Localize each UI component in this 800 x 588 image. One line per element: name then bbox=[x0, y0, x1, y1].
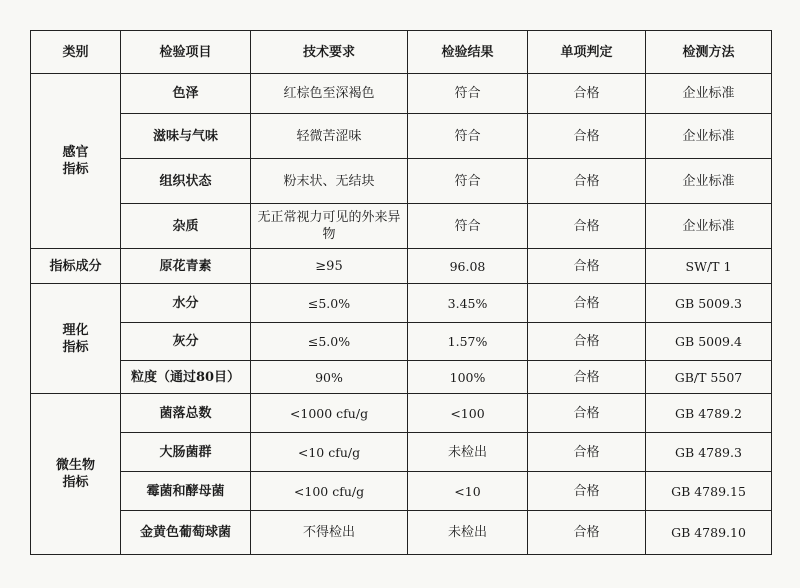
requirement-cell: 轻微苦涩味 bbox=[251, 114, 408, 159]
item-cell: 杂质 bbox=[121, 204, 251, 249]
result-cell: 符合 bbox=[408, 74, 528, 114]
table-row bbox=[31, 284, 772, 323]
judgement-cell: 合格 bbox=[528, 249, 646, 284]
result-cell: 1.57% bbox=[408, 323, 528, 361]
table-row bbox=[31, 394, 772, 433]
result-cell: 3.45% bbox=[408, 284, 528, 323]
item-cell: 金黄色葡萄球菌 bbox=[121, 511, 251, 555]
judgement-cell: 合格 bbox=[528, 284, 646, 323]
header-row bbox=[31, 31, 772, 74]
requirement-cell: 90% bbox=[251, 361, 408, 394]
method-cell: GB 4789.3 bbox=[646, 433, 772, 472]
method-cell: GB 4789.15 bbox=[646, 472, 772, 511]
method-cell: SW/T 1 bbox=[646, 249, 772, 284]
method-cell: 企业标准 bbox=[646, 74, 772, 114]
item-cell: 水分 bbox=[121, 284, 251, 323]
group-physchem: 理化 指标 bbox=[31, 284, 121, 394]
method-cell: 企业标准 bbox=[646, 204, 772, 249]
header-judgement: 单项判定 bbox=[528, 31, 646, 74]
result-cell: 96.08 bbox=[408, 249, 528, 284]
requirement-cell: 红棕色至深褐色 bbox=[251, 74, 408, 114]
table-row bbox=[31, 472, 772, 511]
requirement-cell: 无正常视力可见的外来异物 bbox=[251, 204, 408, 249]
result-cell: 未检出 bbox=[408, 511, 528, 555]
requirement-cell: <10 cfu/g bbox=[251, 433, 408, 472]
table-row bbox=[31, 249, 772, 284]
header-item: 检验项目 bbox=[121, 31, 251, 74]
result-cell: 符合 bbox=[408, 159, 528, 204]
judgement-cell: 合格 bbox=[528, 394, 646, 433]
group-index-component: 指标成分 bbox=[31, 249, 121, 284]
item-cell: 色泽 bbox=[121, 74, 251, 114]
judgement-cell: 合格 bbox=[528, 433, 646, 472]
item-cell: 粒度（通过80目） bbox=[121, 361, 251, 394]
group-micro: 微生物 指标 bbox=[31, 394, 121, 555]
method-cell: GB 5009.4 bbox=[646, 323, 772, 361]
item-cell: 霉菌和酵母菌 bbox=[121, 472, 251, 511]
judgement-cell: 合格 bbox=[528, 204, 646, 249]
method-cell: 企业标准 bbox=[646, 114, 772, 159]
header-requirement: 技术要求 bbox=[251, 31, 408, 74]
result-cell: <100 bbox=[408, 394, 528, 433]
table-row bbox=[31, 114, 772, 159]
item-cell: 菌落总数 bbox=[121, 394, 251, 433]
result-cell: 符合 bbox=[408, 204, 528, 249]
requirement-cell: ≥95 bbox=[251, 249, 408, 284]
method-cell: GB 5009.3 bbox=[646, 284, 772, 323]
table-row bbox=[31, 74, 772, 114]
judgement-cell: 合格 bbox=[528, 114, 646, 159]
result-cell: 100% bbox=[408, 361, 528, 394]
result-cell: 未检出 bbox=[408, 433, 528, 472]
requirement-cell: <1000 cfu/g bbox=[251, 394, 408, 433]
result-cell: <10 bbox=[408, 472, 528, 511]
requirement-cell: 不得检出 bbox=[251, 511, 408, 555]
table-row bbox=[31, 361, 772, 394]
judgement-cell: 合格 bbox=[528, 361, 646, 394]
method-cell: GB 4789.10 bbox=[646, 511, 772, 555]
item-cell: 组织状态 bbox=[121, 159, 251, 204]
group-sensory: 感官 指标 bbox=[31, 74, 121, 249]
inspection-table bbox=[30, 30, 772, 555]
header-result: 检验结果 bbox=[408, 31, 528, 74]
judgement-cell: 合格 bbox=[528, 323, 646, 361]
table-row bbox=[31, 511, 772, 555]
judgement-cell: 合格 bbox=[528, 511, 646, 555]
judgement-cell: 合格 bbox=[528, 159, 646, 204]
method-cell: GB/T 5507 bbox=[646, 361, 772, 394]
requirement-cell: <100 cfu/g bbox=[251, 472, 408, 511]
item-cell: 灰分 bbox=[121, 323, 251, 361]
requirement-cell: ≤5.0% bbox=[251, 284, 408, 323]
requirement-cell: 粉末状、无结块 bbox=[251, 159, 408, 204]
item-cell: 滋味与气味 bbox=[121, 114, 251, 159]
table-row bbox=[31, 323, 772, 361]
table-row bbox=[31, 159, 772, 204]
judgement-cell: 合格 bbox=[528, 472, 646, 511]
item-cell: 原花青素 bbox=[121, 249, 251, 284]
header-method: 检测方法 bbox=[646, 31, 772, 74]
method-cell: 企业标准 bbox=[646, 159, 772, 204]
header-category: 类别 bbox=[31, 31, 121, 74]
result-cell: 符合 bbox=[408, 114, 528, 159]
item-cell: 大肠菌群 bbox=[121, 433, 251, 472]
method-cell: GB 4789.2 bbox=[646, 394, 772, 433]
table-row bbox=[31, 433, 772, 472]
table-row bbox=[31, 204, 772, 249]
judgement-cell: 合格 bbox=[528, 74, 646, 114]
requirement-cell: ≤5.0% bbox=[251, 323, 408, 361]
